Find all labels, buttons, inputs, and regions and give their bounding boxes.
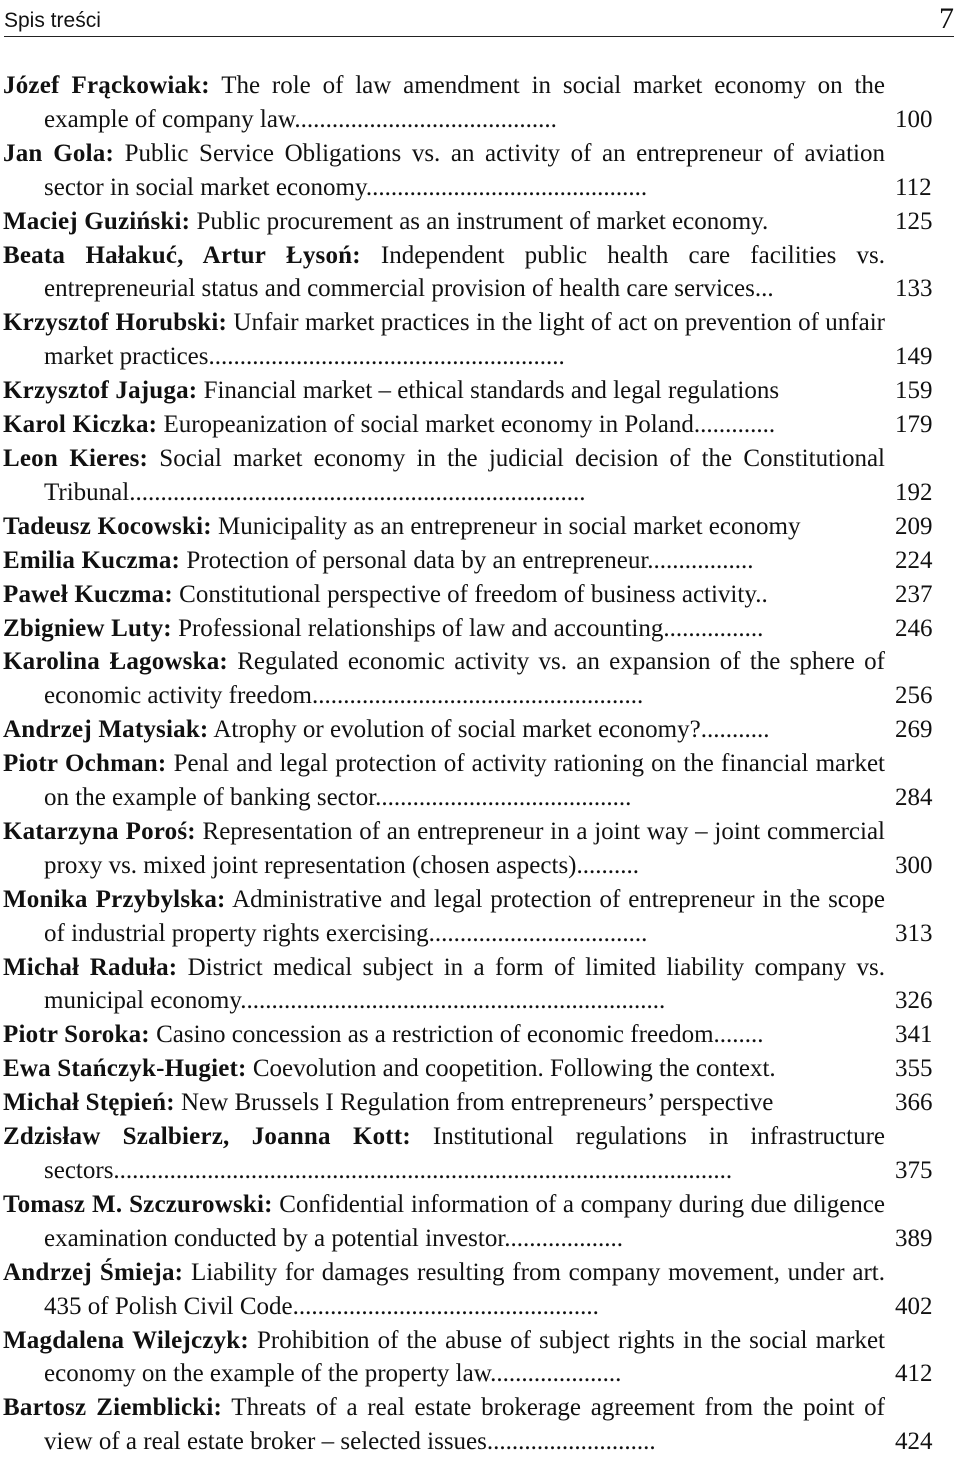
toc-entry bbox=[3, 1391, 955, 1459]
toc-entry-page: 237 bbox=[895, 580, 933, 608]
toc-entry bbox=[3, 239, 955, 307]
toc-entry bbox=[3, 205, 955, 239]
toc-entry-title: Public procurement as an instrument of market economy bbox=[190, 207, 763, 235]
toc-entry-page: 112 bbox=[895, 173, 932, 201]
toc-entry-leader: ........ bbox=[713, 1021, 764, 1049]
toc-entry-author: Katarzyna Poroś: bbox=[3, 817, 196, 845]
toc-entry bbox=[3, 1188, 955, 1256]
toc-entry-title: Europeanization of social market economy in Poland bbox=[157, 411, 694, 439]
toc-entry-author: Monika Przybylska: bbox=[3, 885, 226, 913]
toc-entry-leader: ......................................... bbox=[375, 784, 632, 812]
toc-entry-leader: . bbox=[762, 207, 769, 235]
toc-entry-author: Maciej Guziński: bbox=[3, 207, 191, 235]
toc-entry-leader: ............. bbox=[693, 411, 776, 439]
toc-entry-page: 133 bbox=[895, 275, 933, 303]
toc-entry-author: Piotr Soroka: bbox=[3, 1021, 150, 1049]
toc-entry bbox=[3, 883, 955, 951]
toc-entry-title: Representation of an entrepreneur in a joint way – joint commercial proxy vs. mixed joint representation (chosen aspects) bbox=[44, 817, 885, 879]
toc-entry bbox=[3, 374, 955, 408]
toc-entry-leader: .......... bbox=[576, 851, 639, 879]
page-number: 7 bbox=[939, 2, 954, 35]
toc-entry bbox=[3, 442, 955, 510]
toc-entry-page: 412 bbox=[895, 1360, 933, 1388]
toc-entry-author: Tadeusz Kocowski: bbox=[3, 512, 212, 540]
toc-entry-title: Administrative and legal protection of entrepreneur in the scope of industrial property rights exercising bbox=[44, 885, 885, 947]
toc-entry-page: 125 bbox=[895, 207, 933, 235]
toc-entry-leader: ................... bbox=[504, 1224, 624, 1252]
toc-entry-title: Social market economy in the judicial decision of the Constitutional Tribunal bbox=[44, 444, 886, 506]
toc-entry bbox=[3, 951, 955, 1019]
toc-entry-title: Casino concession as a restriction of economic freedom bbox=[149, 1021, 714, 1049]
toc-entry bbox=[3, 544, 955, 578]
toc-entry bbox=[3, 612, 955, 646]
toc-entry-author: Jan Gola: bbox=[3, 139, 114, 167]
toc-entry bbox=[3, 408, 955, 442]
toc-entry-page: 424 bbox=[895, 1428, 933, 1456]
toc-entry-author: Karol Kiczka: bbox=[3, 411, 158, 439]
toc-entry-title: New Brussels I Regulation from entrepreneurs’ perspective bbox=[174, 1089, 774, 1117]
toc-entry-page: 179 bbox=[895, 411, 933, 439]
toc-entry-page: 300 bbox=[895, 851, 933, 879]
toc-entry bbox=[3, 747, 955, 815]
toc-entry-author: Bartosz Ziemblicki: bbox=[3, 1394, 223, 1422]
toc-entry-title: Professional relationships of law and accounting bbox=[171, 614, 664, 642]
toc-entry-page: 355 bbox=[895, 1055, 933, 1083]
toc-entry-title: Unfair market practices in the light of act on prevention of unfair market practices bbox=[44, 309, 886, 371]
toc-entry-author: Michał Raduła: bbox=[3, 953, 178, 981]
toc-entry bbox=[3, 1256, 955, 1324]
toc-entry-author: Michał Stępień: bbox=[3, 1089, 175, 1117]
toc-entry-author: Beata Hałakuć, Artur Łysoń: bbox=[3, 241, 361, 269]
toc-entry-page: 366 bbox=[895, 1089, 933, 1117]
toc-entry-leader: ........... bbox=[700, 716, 770, 744]
toc-entry bbox=[3, 713, 955, 747]
toc-entry-page: 192 bbox=[895, 478, 933, 506]
toc-entry bbox=[3, 1052, 955, 1086]
toc-entry-page: 375 bbox=[895, 1157, 933, 1184]
toc-entry-title: Constitutional perspective of freedom of business activity bbox=[172, 580, 756, 608]
header-divider bbox=[4, 36, 954, 37]
toc-entry bbox=[3, 510, 955, 544]
toc-entry-title: Municipality as an entrepreneur in social market economy bbox=[211, 512, 801, 540]
toc-entry-leader: ................................................. bbox=[292, 1292, 599, 1320]
toc-entry-leader: ........................... bbox=[486, 1428, 656, 1456]
toc-entry-author: Zdzisław Szalbierz, Joanna Kott: bbox=[3, 1123, 411, 1151]
toc-entry-author: Krzysztof Horubski: bbox=[3, 309, 228, 337]
toc-entry-title: Protection of personal data by an entrepreneur bbox=[180, 546, 648, 574]
toc-entry-author: Tomasz M. Szczurowski: bbox=[3, 1190, 273, 1218]
toc-entry-title: Public Service Obligations vs. an activity of an entrepreneur of aviation sector in social market economy bbox=[44, 139, 885, 201]
toc-entry-page: 269 bbox=[895, 716, 933, 744]
toc-entry-leader: ......................................................... bbox=[208, 343, 565, 371]
toc-entry-title: District medical subject in a form of limited liability company vs. municipal economy bbox=[44, 953, 885, 1015]
toc-entry-leader: ............................................. bbox=[365, 173, 648, 201]
running-header-title: Spis treści bbox=[4, 9, 101, 32]
toc-entry-author: Andrzej Matysiak: bbox=[3, 716, 209, 744]
toc-entry-leader: ..................................................... bbox=[311, 682, 644, 710]
toc-entry-leader: .......................................... bbox=[294, 105, 557, 133]
toc-entry-page: 209 bbox=[895, 512, 933, 540]
toc-entry-title: Atrophy or evolution of social market economy? bbox=[208, 716, 701, 744]
toc-entry-page: 256 bbox=[895, 682, 933, 710]
toc-entry bbox=[3, 1120, 955, 1188]
toc-entry-page: 224 bbox=[895, 546, 933, 574]
toc-entry bbox=[3, 69, 955, 137]
toc-entry-page: 326 bbox=[895, 987, 933, 1015]
toc-entry-author: Józef Frąckowiak: bbox=[3, 72, 210, 99]
toc-entry bbox=[3, 645, 955, 713]
toc-entry bbox=[3, 1018, 955, 1052]
toc-entry-title: Regulated economic activity vs. an expansion of the sphere of economic activity freedom bbox=[44, 648, 885, 710]
toc-entry-author: Ewa Stańczyk-Hugiet: bbox=[3, 1055, 247, 1083]
toc-entry-page: 284 bbox=[895, 784, 933, 812]
toc-entry-leader: ... bbox=[754, 275, 774, 303]
toc-entry-page: 100 bbox=[895, 105, 933, 133]
toc-entry-page: 341 bbox=[895, 1021, 933, 1049]
toc-entry-leader: ................................................................................................... bbox=[113, 1157, 733, 1184]
toc-entry bbox=[3, 1086, 955, 1120]
toc-entry bbox=[3, 306, 955, 374]
toc-entry-title: Liability for damages resulting from company movement, under art. 435 of Polish Civil Code bbox=[44, 1258, 885, 1320]
toc-entry-title: Institutional regulations in infrastructure sectors bbox=[44, 1123, 885, 1184]
table-of-contents bbox=[3, 69, 955, 1459]
toc-entry-page: 159 bbox=[895, 377, 933, 405]
toc-entry-author: Magdalena Wilejczyk: bbox=[3, 1326, 249, 1354]
page-header bbox=[4, 2, 954, 34]
toc-entry-leader: .. bbox=[755, 580, 768, 608]
toc-entry-leader: ................................... bbox=[428, 919, 648, 947]
toc-entry-leader: .................................................................... bbox=[240, 987, 666, 1015]
toc-entry-title: Coevolution and coopetition. Following the context. bbox=[246, 1055, 776, 1083]
toc-entry-page: 389 bbox=[895, 1224, 933, 1252]
toc-entry bbox=[3, 137, 955, 205]
toc-entry bbox=[3, 815, 955, 883]
toc-entry bbox=[3, 578, 955, 612]
toc-entry bbox=[3, 1324, 955, 1392]
toc-entry-page: 149 bbox=[895, 343, 933, 371]
toc-entry-page: 402 bbox=[895, 1292, 933, 1320]
toc-entry-author: Andrzej Śmieja: bbox=[3, 1258, 184, 1286]
toc-entry-title: Financial market – ethical standards and legal regulations bbox=[197, 377, 780, 405]
toc-entry-title: Independent public health care facilities vs. entrepreneurial status and commercial provision of health care services bbox=[44, 241, 885, 303]
toc-entry-leader: ................ bbox=[663, 614, 764, 642]
toc-entry-author: Piotr Ochman: bbox=[3, 750, 167, 778]
toc-entry-title: Confidential information of a company during due diligence examination conducted by a potential investor bbox=[44, 1190, 885, 1252]
toc-entry-leader: ......................................................................... bbox=[129, 478, 586, 506]
toc-entry-title: Threats of a real estate brokerage agreement from the point of view of a real estate broker – selected issues bbox=[44, 1394, 885, 1456]
toc-entry-leader: ................. bbox=[647, 546, 754, 574]
toc-entry-title: The role of law amendment in social market economy on the example of company law bbox=[44, 72, 886, 133]
toc-entry-author: Karolina Łagowska: bbox=[3, 648, 228, 676]
toc-entry-author: Zbigniew Luty: bbox=[3, 614, 172, 642]
toc-entry-title: Prohibition of the abuse of subject rights in the social market economy on the example of the property law bbox=[44, 1326, 885, 1388]
toc-entry-title: Penal and legal protection of activity rationing on the financial market on the example of banking sector bbox=[44, 750, 885, 812]
toc-entry-page: 246 bbox=[895, 614, 933, 642]
toc-entry-page: 313 bbox=[895, 919, 933, 947]
toc-entry-author: Paweł Kuczma: bbox=[3, 580, 173, 608]
toc-entry-leader: ..................... bbox=[490, 1360, 622, 1388]
toc-entry-author: Krzysztof Jajuga: bbox=[3, 377, 198, 405]
toc-entry-author: Leon Kieres: bbox=[3, 444, 149, 472]
toc-entry-author: Emilia Kuczma: bbox=[3, 546, 181, 574]
